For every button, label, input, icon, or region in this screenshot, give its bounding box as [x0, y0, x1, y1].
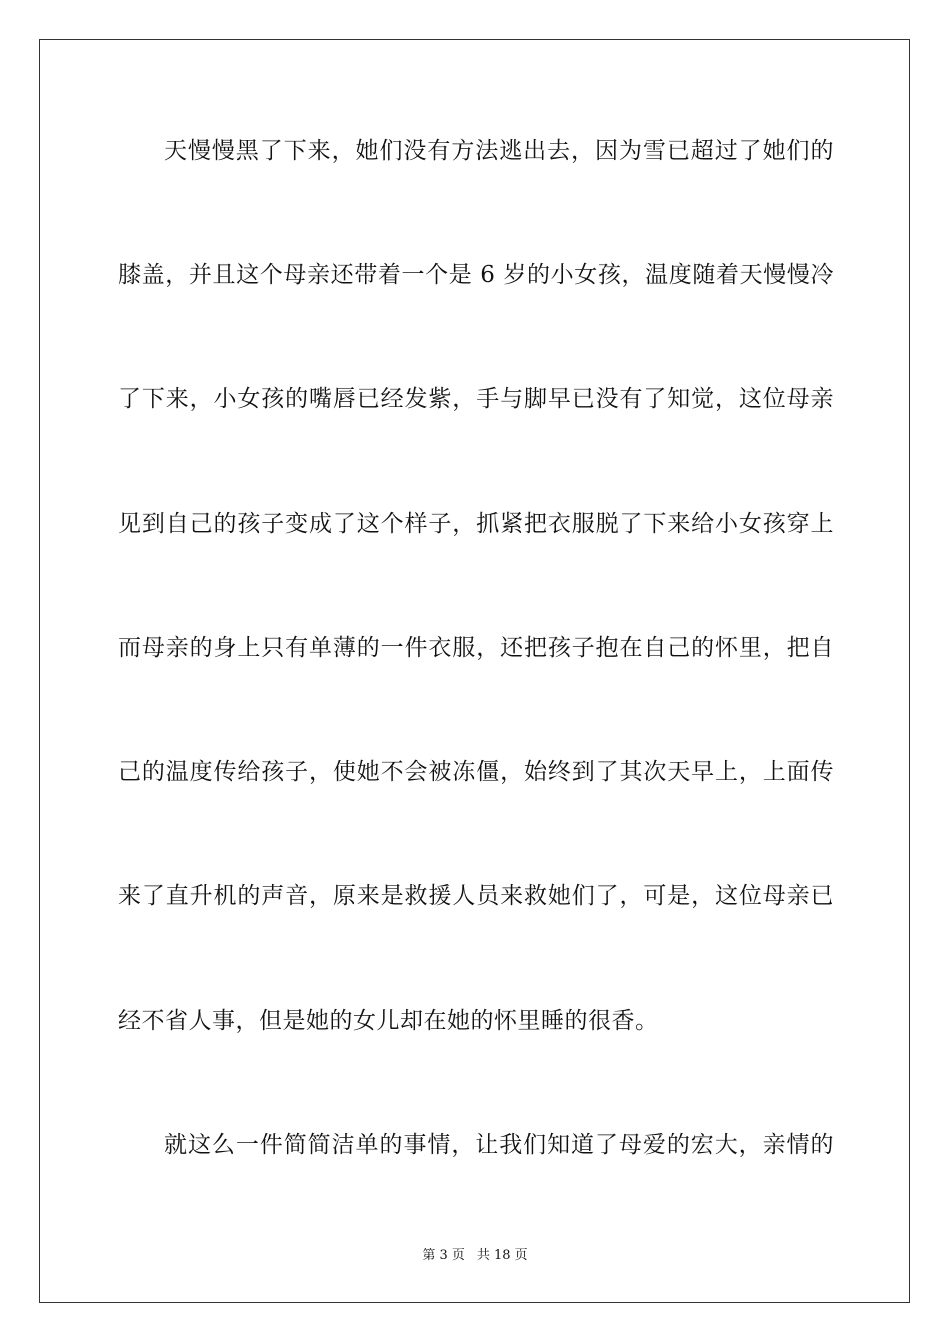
page-footer — [0, 1246, 950, 1266]
paragraph-line: 了下来，小女孩的嘴唇已经发紫，手与脚早已没有了知觉，这位母亲 — [118, 386, 834, 412]
paragraph-line: 天慢慢黑了下来，她们没有方法逃出去，因为雪已超过了她们的 — [164, 138, 834, 164]
page-border — [39, 39, 910, 1303]
paragraph-line: 膝盖，并且这个母亲还带着一个是 6 岁的小女孩，温度随着天慢慢冷 — [118, 262, 834, 288]
paragraph-line: 就这么一件简简洁单的事情，让我们知道了母爱的宏大，亲情的 — [164, 1132, 834, 1158]
page-total: 共 18 页 — [476, 1248, 528, 1263]
paragraph-line: 己的温度传给孩子，使她不会被冻僵，始终到了其次天早上，上面传 — [118, 759, 834, 785]
paragraph-line: 来了直升机的声音，原来是救援人员来救她们了，可是，这位母亲已 — [118, 883, 834, 909]
paragraph-line: 见到自己的孩子变成了这个样子，抓紧把衣服脱了下来给小女孩穿上 — [118, 511, 834, 537]
paragraph-line: 经不省人事，但是她的女儿却在她的怀里睡的很香。 — [118, 1008, 659, 1034]
page-number: 第 3 页 — [422, 1248, 465, 1263]
paragraph-line: 而母亲的身上只有单薄的一件衣服，还把孩子抱在自己的怀里，把自 — [118, 635, 834, 661]
